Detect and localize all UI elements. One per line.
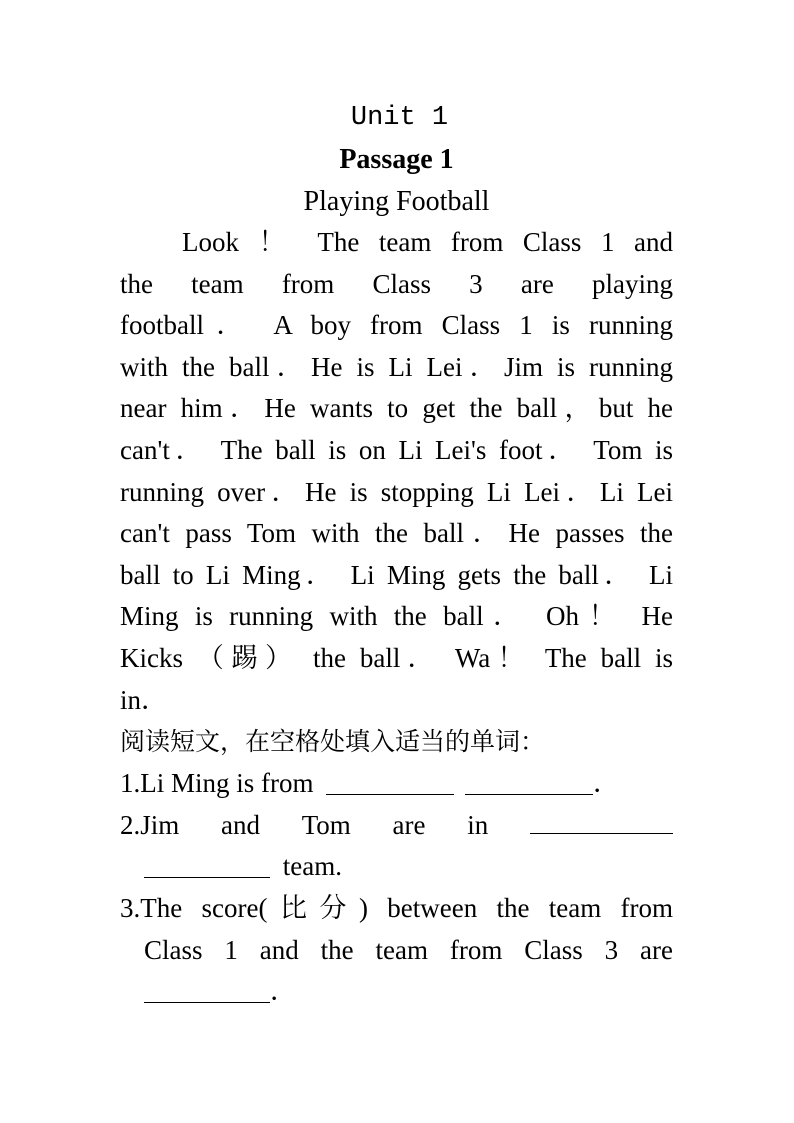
question-word: Class: [144, 934, 203, 965]
answer-blank[interactable]: [144, 855, 270, 878]
question-word: team: [375, 934, 428, 965]
question-end-punct: ．: [593, 768, 620, 799]
passage-line: Ming is running with the ball． Oh！ He: [120, 601, 673, 632]
question-word: 3: [604, 934, 619, 965]
question-word: from: [449, 934, 503, 965]
question-word: are: [392, 809, 426, 840]
passage-line: football． A boy from Class 1 is running: [120, 310, 673, 341]
passage-line: Look ！ The team from Class 1 and: [182, 227, 673, 257]
question-end-text: team.: [282, 851, 342, 882]
question-3: [120, 888, 673, 930]
question-word: and: [220, 809, 260, 840]
passage-title: Playing Football: [303, 186, 490, 217]
question-word: are: [639, 934, 673, 965]
passage-line: near him．He wants to get the ball，but he: [120, 393, 673, 424]
answer-blank[interactable]: [326, 772, 454, 795]
passage-line: with the ball．He is Li Lei．Jim is running: [120, 351, 673, 382]
question-number: 1.: [120, 768, 141, 799]
question-text: The score(比分) between the team from: [140, 892, 673, 923]
answer-blank[interactable]: [530, 811, 673, 834]
question-word: Class: [524, 934, 583, 965]
question-number: 3.: [120, 892, 141, 923]
question-end-punct: ．: [270, 976, 297, 1007]
passage-heading: Passage 1: [339, 144, 454, 175]
question-2-continued: [120, 846, 673, 888]
passage-line: can't pass Tom with the ball．He passes the: [120, 518, 673, 549]
passage-text: [120, 222, 673, 721]
question-3-line-2: [120, 930, 673, 972]
answer-blank[interactable]: [465, 772, 593, 795]
question-word: the: [320, 934, 354, 965]
passage-line: in．: [120, 684, 169, 715]
worksheet-page: [120, 97, 673, 1013]
unit-heading: Unit 1: [350, 103, 449, 133]
answer-blank[interactable]: [144, 980, 270, 1003]
question-word: in: [467, 809, 489, 840]
question-word: 1: [224, 934, 238, 965]
question-word: and: [259, 934, 299, 965]
passage-line: the team from Class 3 are playing: [120, 268, 673, 299]
question-word: Jim: [140, 809, 180, 840]
passage-line: ball to Li Ming． Li Ming gets the ball． Li: [120, 559, 673, 590]
question-word: Tom: [301, 809, 351, 840]
question-number: 2.: [120, 809, 141, 840]
passage-line: running over．He is stopping Li Lei．Li Lei: [120, 476, 673, 507]
question-3-line-3: [120, 971, 673, 1013]
instruction-text: 阅读短文，在空格处填入适当的单词：: [120, 727, 546, 757]
passage-line: can't． The ball is on Li Lei's foot． Tom is: [120, 434, 673, 465]
question-text: Li Ming is from: [140, 768, 314, 799]
passage-line: Kicks （踢） the ball． Wa！ The ball is: [120, 642, 673, 673]
question-2: [120, 805, 673, 847]
question-1: [120, 763, 673, 805]
